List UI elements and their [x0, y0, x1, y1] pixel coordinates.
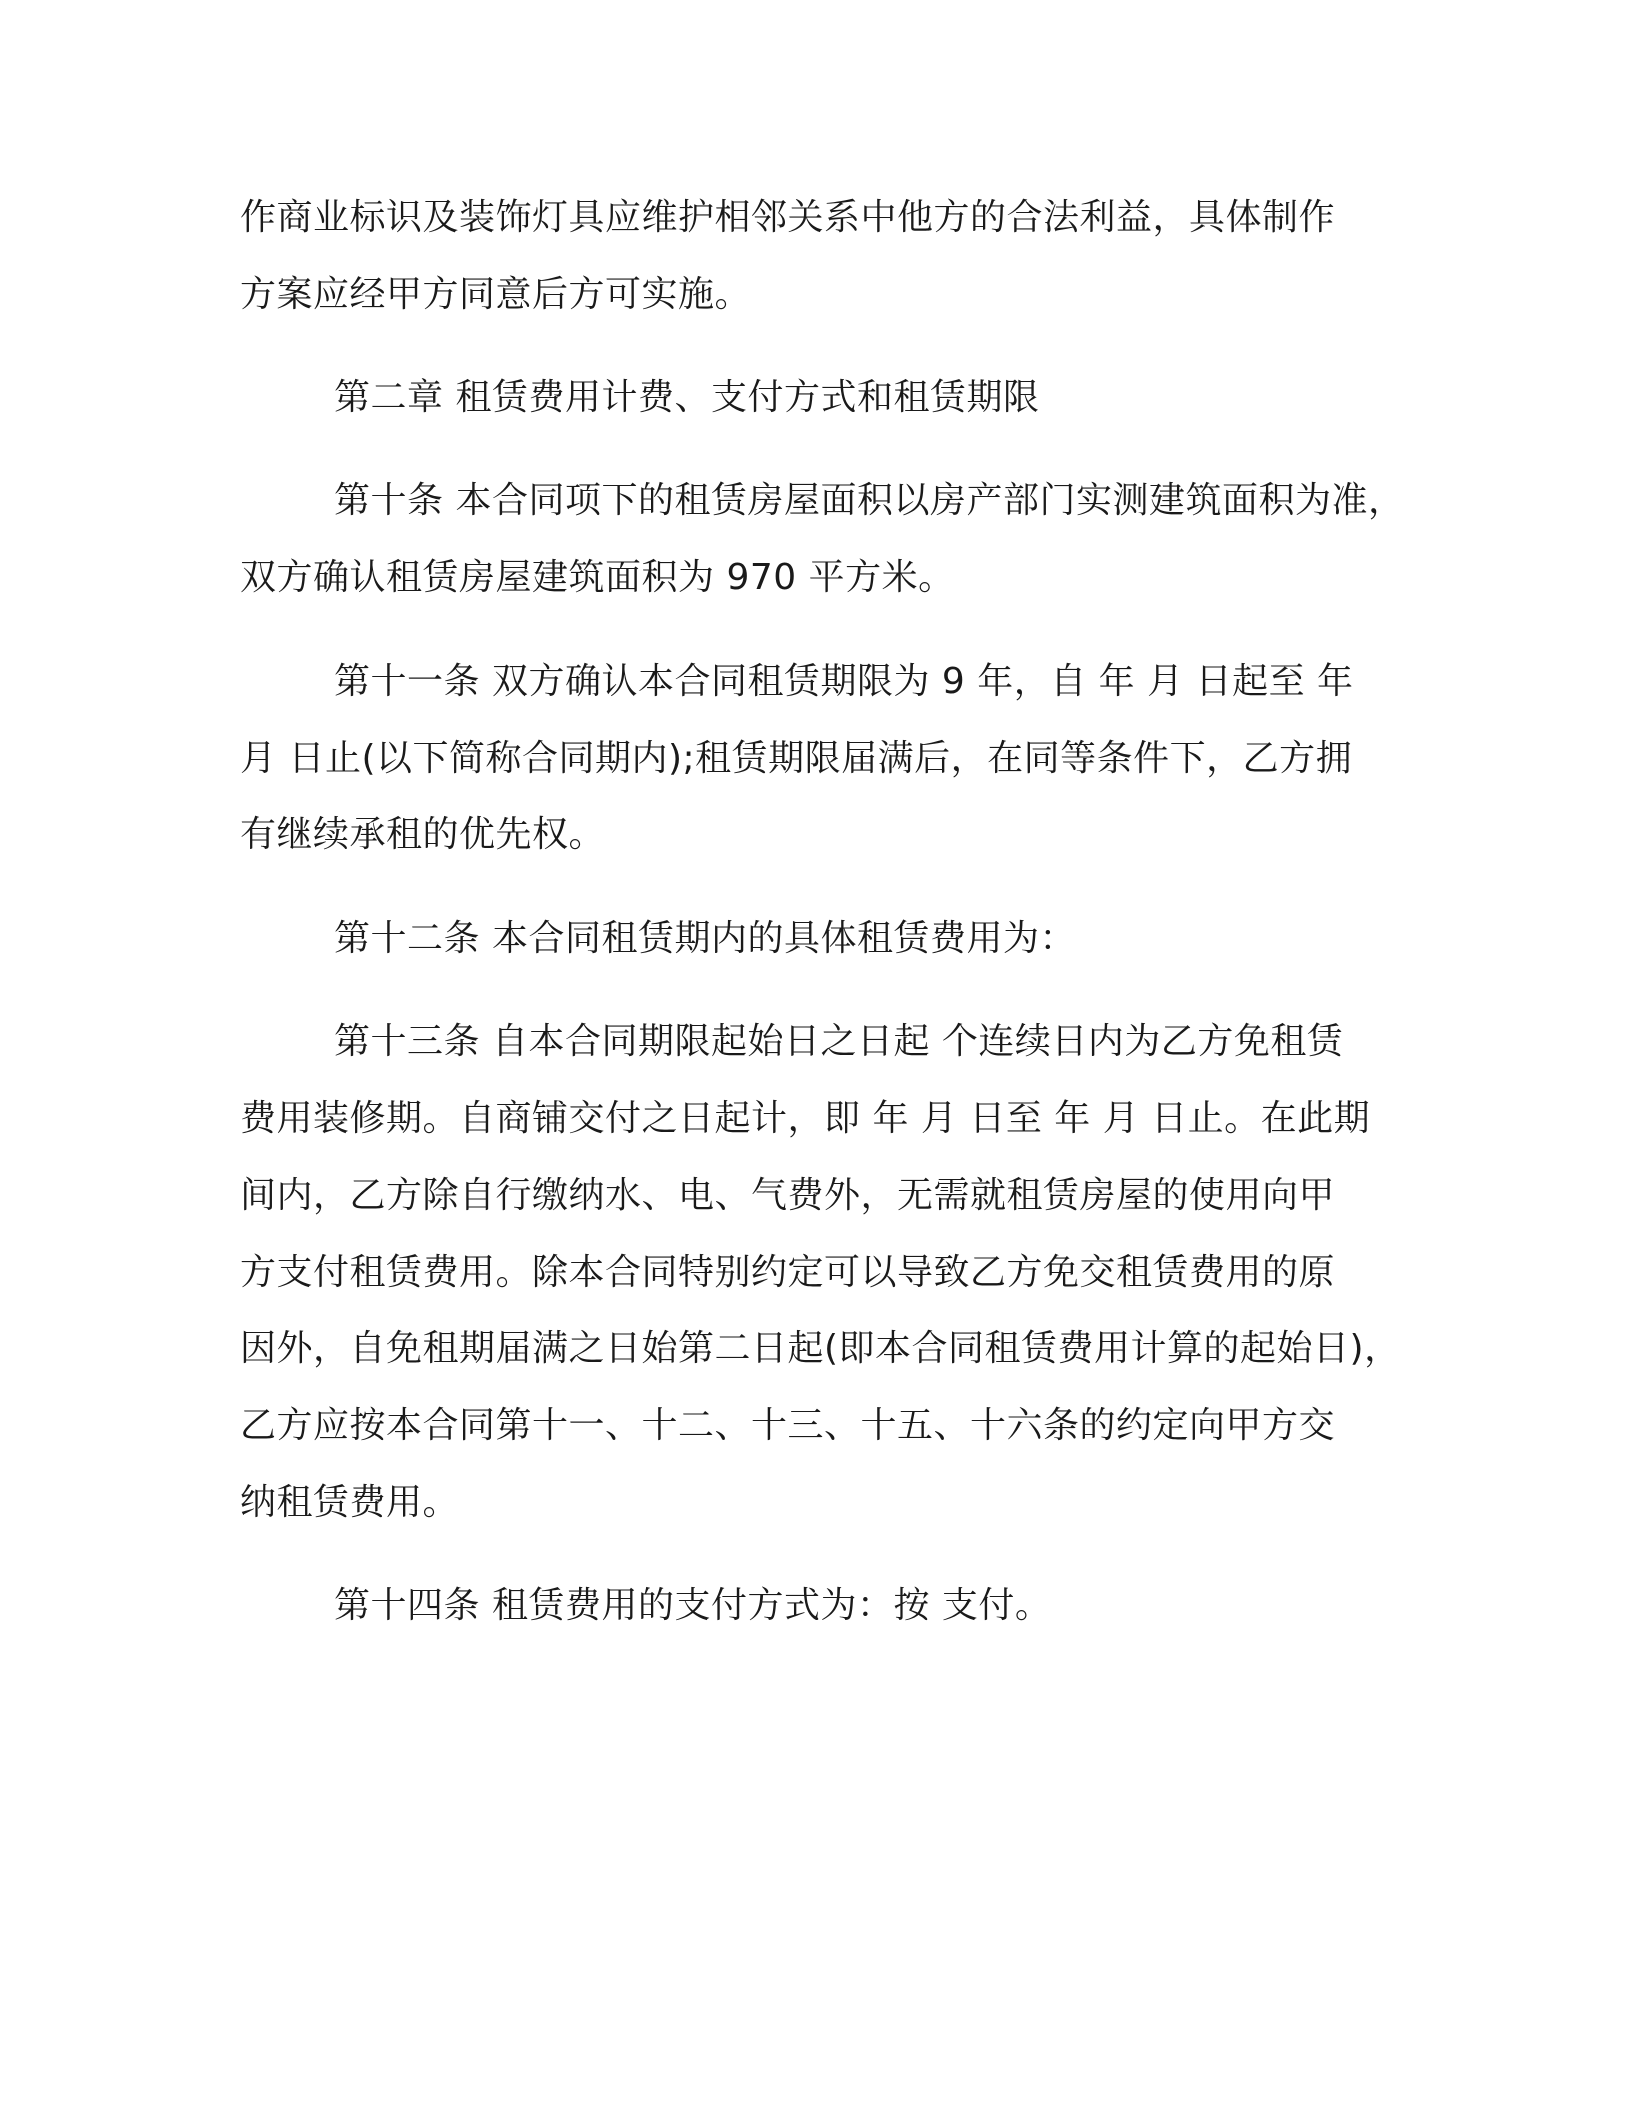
- chapter-heading: 第二章 租赁费用计费、支付方式和租赁期限: [334, 377, 1040, 418]
- article-12-line: 第十二条 本合同租赁期内的具体租赁费用为：: [334, 918, 1076, 959]
- article-10-line: 第十条 本合同项下的租赁房屋面积以房产部门实测建筑面积为准，: [334, 480, 1405, 521]
- paragraph-line: 月 日止(以下简称合同期内);租赁期限届满后，在同等条件下，乙方拥: [240, 738, 1353, 779]
- paragraph-line: 方案应经甲方同意后方可实施。: [240, 274, 752, 315]
- paragraph-line: 有继续承租的优先权。: [240, 814, 606, 855]
- paragraph-line: 间内，乙方除自行缴纳水、电、气费外，无需就租赁房屋的使用向甲: [240, 1175, 1336, 1216]
- paragraph-line: 作商业标识及装饰灯具应维护相邻关系中他方的合法利益，具体制作: [240, 197, 1336, 238]
- paragraph-line: 纳租赁费用。: [240, 1482, 460, 1523]
- paragraph-line: 费用装修期。自商铺交付之日起计，即 年 月 日至 年 月 日止。在此期: [240, 1098, 1371, 1139]
- paragraph-line: 因外，自免租期届满之日始第二日起(即本合同租赁费用计算的起始日)，: [240, 1328, 1401, 1369]
- paragraph-line: 方支付租赁费用。除本合同特别约定可以导致乙方免交租赁费用的原: [240, 1252, 1336, 1293]
- paragraph-line: 双方确认租赁房屋建筑面积为 970 平方米。: [240, 557, 955, 598]
- article-13-line: 第十三条 自本合同期限起始日之日起 个连续日内为乙方免租赁: [334, 1021, 1344, 1062]
- article-11-line: 第十一条 双方确认本合同租赁期限为 9 年，自 年 月 日起至 年: [334, 661, 1354, 702]
- article-14-line: 第十四条 租赁费用的支付方式为：按 支付。: [334, 1585, 1052, 1626]
- paragraph-line: 乙方应按本合同第十一、十二、十三、十五、十六条的约定向甲方交: [240, 1405, 1336, 1446]
